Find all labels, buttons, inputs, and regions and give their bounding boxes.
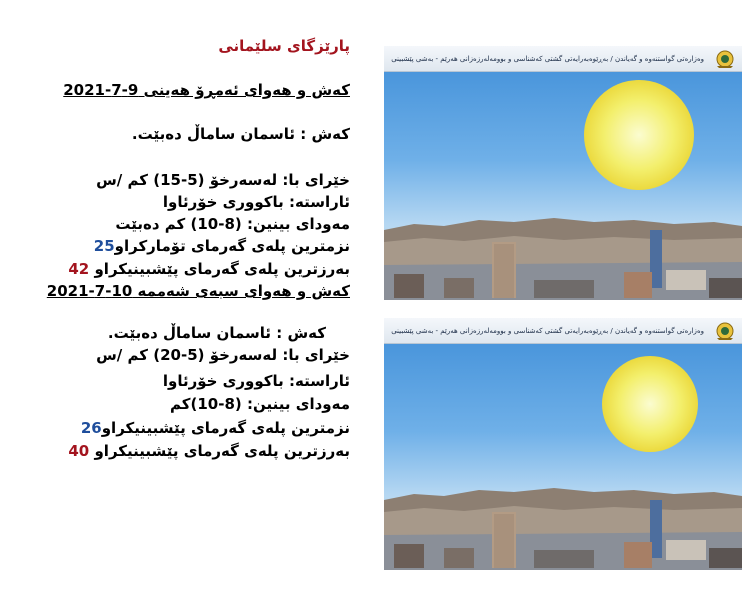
forecast-2-date-heading: کەش و هەوای سبەی شەممە 10-7-2021 <box>46 282 350 300</box>
photo-2-header <box>384 318 742 344</box>
forecast-2-max-temp-value: 40 <box>68 442 90 460</box>
city-skyline <box>384 470 742 570</box>
ministry-logo-icon <box>714 321 736 341</box>
forecast-2-max-temp-label: بەرزترین پلەی گەرمای پێشبینیکراو <box>94 442 350 460</box>
photo-1-header-text: وەزارەتی گواستنەوە و گەیاندن / بەڕێوەبەرایەتی گشتی کەشناسی و بوومەلەرزەزانی هەرێم - بەشی پێشبینی <box>391 55 704 63</box>
forecast-1-city-photo <box>384 46 742 300</box>
forecast-1-wind-direction: ئاراستە: باکووری خۆرئاوا <box>162 193 350 211</box>
forecast-2-visibility: مەودای بینین: (8-10)کم <box>170 395 350 413</box>
forecast-2-min-temp <box>81 418 350 438</box>
forecast-2-max-temp <box>68 441 350 461</box>
forecast-2-wind-direction: ئاراستە: باکووری خۆرئاوا <box>162 372 350 390</box>
forecast-1-max-temp <box>68 259 350 279</box>
sun-icon <box>584 80 694 190</box>
forecast-1-max-temp-label: بەرزترین پلەی گەرمای پێشبینیکراو <box>94 260 350 278</box>
forecast-1-max-temp-value: 42 <box>68 260 90 278</box>
forecast-1-sky: کەش : ئاسمان ساماڵ دەبێت. <box>131 125 350 143</box>
photo-2-header-text: وەزارەتی گواستنەوە و گەیاندن / بەڕێوەبەرایەتی گشتی کەشناسی و بوومەلەرزەزانی هەرێم - بەشی پێشبینی <box>391 327 704 335</box>
forecast-1-wind-speed: خێرای با: لەسەرخۆ (5-15) کم /س <box>96 171 350 189</box>
forecast-1-min-temp-value: 25 <box>93 237 115 255</box>
sun-icon <box>602 356 698 452</box>
forecast-1-min-temp <box>94 236 350 256</box>
forecast-2-city-photo <box>384 318 742 570</box>
forecast-1-date-heading: کەش و هەوای ئەمڕۆ هەینی 9-7-2021 <box>63 81 350 99</box>
forecast-2-min-temp-label: نزمترین پلەی گەرمای پێشبینیکراو <box>101 419 350 437</box>
forecast-1-min-temp-label: نزمترین پلەی گەرمای تۆمارکراو <box>114 237 350 255</box>
ministry-logo-icon <box>714 49 736 69</box>
city-skyline <box>384 200 742 300</box>
forecast-1-visibility: مەودای بینین: (8-10) کم دەبێت <box>115 215 350 233</box>
province-title: پارێزگای سلێمانی <box>218 37 350 55</box>
forecast-2-wind-speed: خێرای با: لەسەرخۆ (5-20) کم /س <box>96 346 350 364</box>
forecast-2-min-temp-value: 26 <box>80 419 102 437</box>
forecast-2-sky: کەش : ئاسمان ساماڵ دەبێت. <box>107 324 326 342</box>
photo-1-header <box>384 46 742 72</box>
